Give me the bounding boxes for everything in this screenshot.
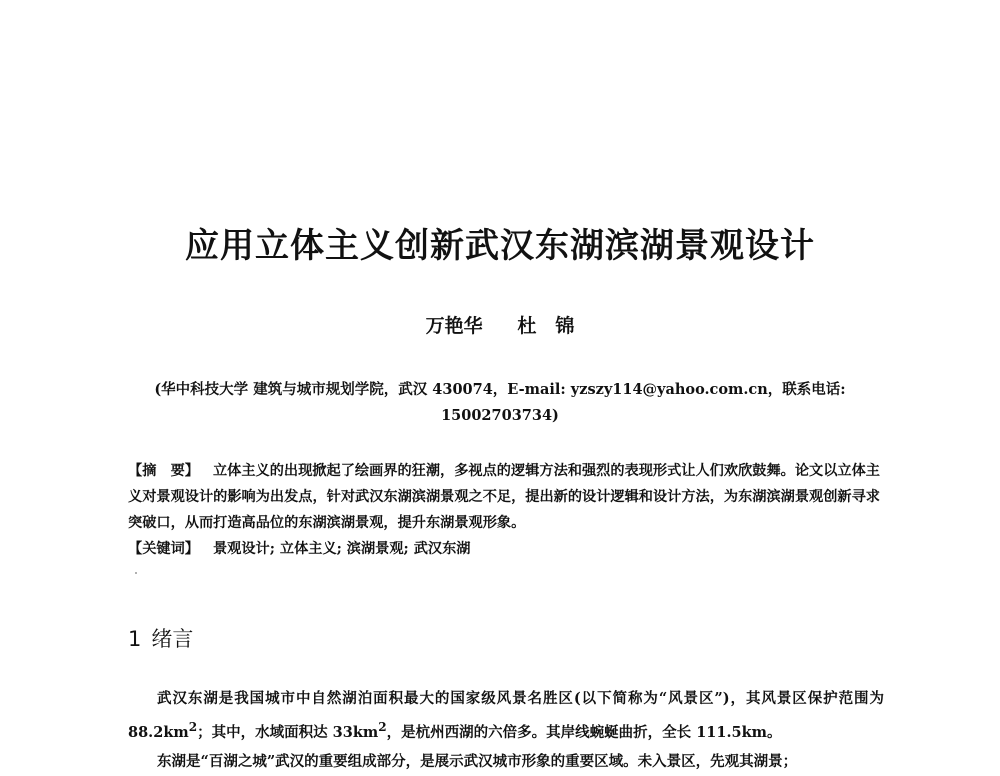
affiliation [130, 377, 870, 429]
body-p1-sup-1: 2 [188, 720, 198, 734]
authors [0, 311, 1000, 338]
section-number: 1 [128, 627, 142, 651]
body-p1-part-c: ，是杭州西湖的六倍多。其岸线蜿蜒曲折，全长 111.5km。 [386, 723, 782, 741]
author-1: 万艳华 [425, 315, 483, 337]
body-p1-part-b: ；其中，水域面积达 33km [197, 723, 379, 741]
keywords [128, 536, 880, 562]
abstract-label: 【摘 要】 [128, 463, 199, 479]
abstract-text: 立体主义的出现掀起了绘画界的狂潮，多视点的逻辑方法和强烈的表现形式让人们欢欣鼓舞。论文以立体主义对景观设计的影响为出发点，针对武汉东湖滨湖景观之不足，提出新的设计逻辑和设计方法，为东湖滨湖景观创新寻求突破口，从而打造高品位的东湖滨湖景观，提升东湖景观形象。 [128, 463, 880, 531]
body-paragraph-2: 东湖是“百湖之城”武汉的重要组成部分，是展示武汉城市形象的重要区域。未入景区，先观其湖景； [157, 752, 798, 770]
body-p1-sup-2: 2 [378, 720, 387, 734]
section-heading [128, 623, 193, 653]
affiliation-line-2: 15002703734) [441, 407, 559, 424]
affiliation-line-1: (华中科技大学 建筑与城市规划学院，武汉 430074，E-mail: yzszy114@yahoo.com.cn，联系电话: [154, 381, 846, 398]
author-2: 杜 锦 [517, 315, 575, 337]
body-paragraph-1 [128, 684, 884, 747]
body-text [128, 684, 884, 776]
paper-title: 应用立体主义创新武汉东湖滨湖景观设计 [185, 226, 815, 266]
section-title: 绪言 [151, 627, 194, 651]
abstract [128, 458, 880, 536]
keywords-text: 景观设计; 立体主义; 滨湖景观; 武汉东湖 [212, 541, 471, 557]
stray-dot [135, 572, 137, 574]
keywords-label: 【关键词】 [128, 541, 199, 557]
body-p1-part-a: 武汉东湖是我国城市中自然湖泊面积最大的国家级风景名胜区(以下简称为“风景区”)，其风景区保护范围为 88.2km [128, 690, 884, 741]
